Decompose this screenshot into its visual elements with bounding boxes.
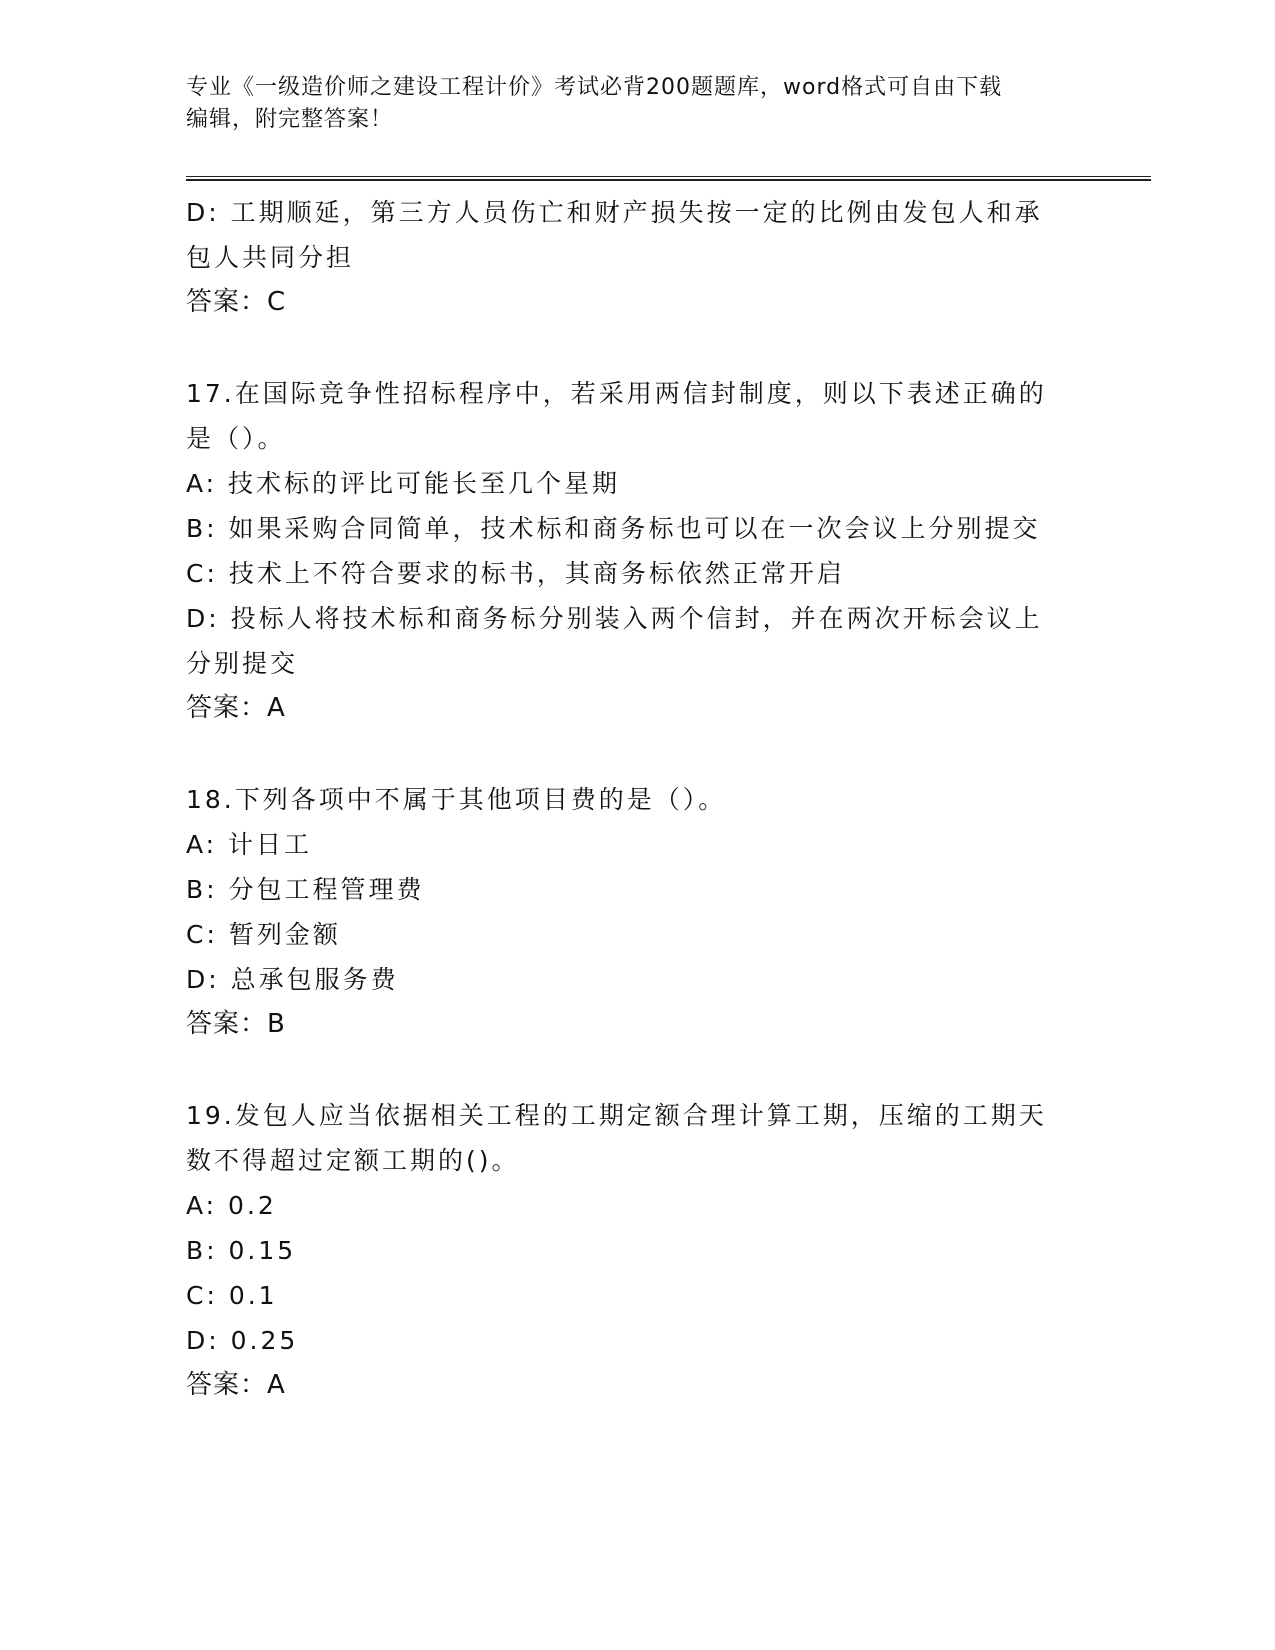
answer-label: 答案：A xyxy=(186,693,286,723)
option-a: A: 技术标的评比可能长至几个星期 xyxy=(186,469,621,498)
question-18 xyxy=(186,777,1086,1047)
previous-question-tail xyxy=(186,190,1086,325)
question-stem-continued: 是（）。 xyxy=(186,424,286,453)
option-d: D: 0.25 xyxy=(186,1326,299,1355)
option-b: B: 0.15 xyxy=(186,1236,297,1265)
option-c: C: 技术上不符合要求的标书，其商务标依然正常开启 xyxy=(186,559,845,588)
question-stem: 17.在国际竞争性招标程序中，若采用两信封制度，则以下表述正确的 xyxy=(186,379,1047,408)
question-list xyxy=(186,190,1086,1408)
header-divider xyxy=(186,176,1151,181)
option-b: B: 分包工程管理费 xyxy=(186,875,425,904)
option-d: D: 工期顺延，第三方人员伤亡和财产损失按一定的比例由发包人和承 xyxy=(186,198,1043,227)
option-a: A: 0.2 xyxy=(186,1191,277,1220)
question-19 xyxy=(186,1093,1086,1408)
answer-label: 答案：B xyxy=(186,1009,286,1039)
option-a: A: 计日工 xyxy=(186,830,313,859)
document-header xyxy=(186,72,1086,136)
option-c: C: 暂列金额 xyxy=(186,920,341,949)
question-stem: 19.发包人应当依据相关工程的工期定额合理计算工期，压缩的工期天 xyxy=(186,1101,1047,1130)
answer-label: 答案：A xyxy=(186,1370,286,1400)
option-d-continued: 包人共同分担 xyxy=(186,243,355,272)
option-d: D: 投标人将技术标和商务标分别装入两个信封，并在两次开标会议上 xyxy=(186,604,1043,633)
option-d: D: 总承包服务费 xyxy=(186,965,399,994)
option-c: C: 0.1 xyxy=(186,1281,278,1310)
header-line-2: 编辑，附完整答案！ xyxy=(186,107,394,132)
header-line-1: 专业《一级造价师之建设工程计价》考试必背200题题库，word格式可自由下载 xyxy=(186,75,1003,100)
answer-label: 答案：C xyxy=(186,287,287,317)
option-d-continued: 分别提交 xyxy=(186,649,299,678)
option-b: B: 如果采购合同简单，技术标和商务标也可以在一次会议上分别提交 xyxy=(186,514,1041,543)
question-stem-continued: 数不得超过定额工期的()。 xyxy=(186,1146,520,1175)
question-stem: 18.下列各项中不属于其他项目费的是（）。 xyxy=(186,785,727,814)
question-17 xyxy=(186,371,1086,731)
